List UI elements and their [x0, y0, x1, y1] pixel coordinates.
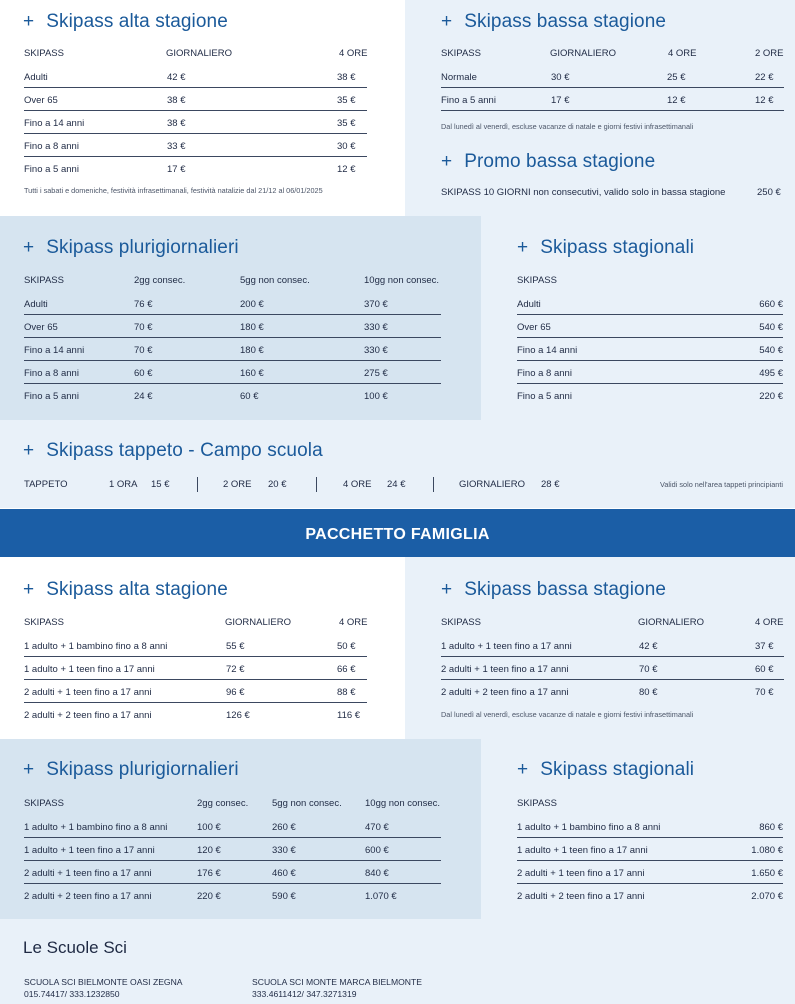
table-row: Fino a 14 anni 540 €	[517, 338, 783, 361]
famiglia-alta-title: + Skipass alta stagione	[23, 579, 228, 600]
header-cell: 10gg non consec.	[365, 798, 441, 809]
famiglia-bassa-table	[441, 613, 784, 703]
table-row: Fino a 5 anni 24 € 60 € 100 €	[24, 391, 388, 402]
table-header	[24, 271, 441, 292]
plus-icon[interactable]: +	[23, 759, 35, 780]
famiglia-alta-table	[24, 613, 367, 726]
panel-alta-stagione	[0, 0, 405, 216]
header-cell: GIORNALIERO	[225, 617, 291, 628]
tappeto-item-name: GIORNALIERO	[459, 479, 525, 490]
promo-text: SKIPASS 10 GIORNI non consecutivi, valido solo in bassa stagione	[441, 187, 726, 198]
table-row: 1 adulto + 1 bambino fino a 8 anni 55 € 50 €	[24, 634, 367, 657]
panel-scuole	[0, 919, 795, 1004]
table-header	[24, 794, 441, 815]
pluri-table	[24, 271, 441, 407]
plus-icon[interactable]: +	[441, 151, 453, 172]
header-cell: 4 ORE	[668, 48, 697, 59]
tappeto-item-price: 15 €	[151, 479, 170, 490]
plus-icon[interactable]: +	[517, 759, 529, 780]
table-row: Fino a 5 anni 17 € 12 €	[24, 164, 356, 175]
famiglia-banner-title: PACCHETTO FAMIGLIA	[305, 526, 490, 543]
table-row: 2 adulti + 2 teen fino a 17 anni 126 € 116 €	[24, 710, 361, 721]
famiglia-stagionali-title: + Skipass stagionali	[517, 759, 695, 780]
header-cell: SKIPASS	[24, 617, 64, 628]
bassa-stagione-table	[441, 44, 784, 111]
header-cell: 4 ORE	[339, 617, 368, 628]
table-header	[24, 44, 367, 65]
panel-famiglia-bassa	[405, 557, 795, 739]
scuola-phone[interactable]: 015.74417/ 333.1232850	[24, 989, 120, 999]
scuola-phone[interactable]: 333.4611412/ 347.3271319	[252, 989, 357, 999]
table-row: Adulti 76 € 200 € 370 €	[24, 292, 441, 315]
table-row: 2 adulti + 2 teen fino a 17 anni 220 € 590 € 1.070 €	[24, 891, 397, 902]
panel-plurigiornalieri	[0, 216, 481, 420]
table-row: Fino a 14 anni 38 € 35 €	[24, 111, 367, 134]
scuole-title: Le Scuole Sci	[23, 938, 127, 957]
tappeto-item-price: 28 €	[541, 479, 560, 490]
table-row: 2 adulti + 2 teen fino a 17 anni 80 € 70 €	[441, 687, 774, 698]
table-row: Over 65 540 €	[517, 315, 783, 338]
header-cell: 2gg consec.	[134, 275, 186, 286]
header-cell: GIORNALIERO	[550, 48, 616, 59]
alta-stagione-table	[24, 44, 367, 180]
header-cell: SKIPASS	[441, 617, 481, 628]
table-row: 2 adulti + 1 teen fino a 17 anni 1.650 €	[517, 861, 783, 884]
header-cell: SKIPASS	[24, 275, 64, 286]
tappeto-title: + Skipass tappeto - Campo scuola	[23, 440, 323, 461]
table-row: Fino a 5 anni 220 €	[517, 391, 783, 402]
header-cell: GIORNALIERO	[638, 617, 704, 628]
header-cell: 4 ORE	[755, 617, 784, 628]
table-header	[517, 271, 783, 292]
table-row: Fino a 8 anni 60 € 160 € 275 €	[24, 361, 441, 384]
pluri-title: + Skipass plurigiornalieri	[23, 237, 239, 258]
header-cell: SKIPASS	[441, 48, 481, 59]
table-row: Over 65 70 € 180 € 330 €	[24, 315, 441, 338]
table-row: Normale 30 € 25 € 22 €	[441, 65, 784, 88]
famiglia-bassa-title: + Skipass bassa stagione	[441, 579, 667, 600]
tappeto-item-name: 1 ORA	[109, 479, 138, 490]
table-row: Over 65 38 € 35 €	[24, 88, 367, 111]
divider	[433, 477, 434, 492]
table-row: 2 adulti + 1 teen fino a 17 anni 96 € 88 €	[24, 680, 367, 703]
scuola-name[interactable]: SCUOLA SCI BIELMONTE OASI ZEGNA	[24, 977, 183, 987]
table-row: Fino a 8 anni 495 €	[517, 361, 783, 384]
header-cell: 5gg non consec.	[272, 798, 342, 809]
divider	[197, 477, 198, 492]
panel-tappeto	[0, 420, 795, 508]
header-cell: SKIPASS	[24, 48, 64, 59]
promo-price: 250 €	[757, 187, 781, 198]
tappeto-label: TAPPETO	[24, 479, 68, 490]
tappeto-item-price: 20 €	[268, 479, 287, 490]
panel-famiglia-alta	[0, 557, 405, 739]
plus-icon[interactable]: +	[23, 579, 35, 600]
header-cell: SKIPASS	[24, 798, 64, 809]
table-row: 1 adulto + 1 teen fino a 17 anni 72 € 66 €	[24, 657, 367, 680]
header-cell: 10gg non consec.	[364, 275, 440, 286]
plus-icon[interactable]: +	[517, 237, 529, 258]
header-cell: GIORNALIERO	[166, 48, 232, 59]
promo-title: + Promo bassa stagione	[441, 151, 656, 172]
table-row: 1 adulto + 1 teen fino a 17 anni 1.080 €	[517, 838, 783, 861]
header-cell: SKIPASS	[517, 275, 557, 286]
header-cell: 5gg non consec.	[240, 275, 310, 286]
table-row: Fino a 5 anni 17 € 12 € 12 €	[441, 88, 784, 111]
bassa-stagione-title: + Skipass bassa stagione	[441, 11, 667, 32]
divider	[316, 477, 317, 492]
table-row: Fino a 8 anni 33 € 30 €	[24, 134, 367, 157]
plus-icon[interactable]: +	[23, 11, 35, 32]
plus-icon[interactable]: +	[23, 440, 35, 461]
table-header	[441, 613, 784, 634]
famiglia-pluri-title: + Skipass plurigiornalieri	[23, 759, 239, 780]
table-row: Adulti 42 € 38 €	[24, 65, 367, 88]
tappeto-item-name: 2 ORE	[223, 479, 252, 490]
panel-bassa-stagione	[405, 0, 795, 216]
table-row: 2 adulti + 2 teen fino a 17 anni 2.070 €	[517, 891, 783, 902]
famiglia-pluri-table	[24, 794, 441, 907]
tappeto-item-name: 4 ORE	[343, 479, 372, 490]
tappeto-item-price: 24 €	[387, 479, 406, 490]
table-row: 1 adulto + 1 teen fino a 17 anni 120 € 330 € 600 €	[24, 838, 441, 861]
plus-icon[interactable]: +	[441, 579, 453, 600]
stagionali-table	[517, 271, 783, 407]
table-row: 1 adulto + 1 teen fino a 17 anni 42 € 37 €	[441, 634, 784, 657]
alta-stagione-title: + Skipass alta stagione	[23, 11, 228, 32]
table-header	[517, 794, 783, 815]
alta-stagione-note: Tutti i sabati e domeniche, festività infrasettimanali, festività natalizie dal 21/12 al 06/01/2025	[24, 186, 323, 195]
stagionali-title: + Skipass stagionali	[517, 237, 695, 258]
header-cell: 2gg consec.	[197, 798, 249, 809]
header-cell: SKIPASS	[517, 798, 557, 809]
tappeto-note: Validi solo nell'area tappeti principianti	[660, 480, 783, 489]
table-row: 2 adulti + 1 teen fino a 17 anni 70 € 60 €	[441, 657, 784, 680]
table-header	[441, 44, 784, 65]
plus-icon[interactable]: +	[441, 11, 453, 32]
panel-stagionali	[481, 216, 795, 420]
header-cell: 2 ORE	[755, 48, 784, 59]
famiglia-bassa-note: Dal lunedì al venerdì, escluse vacanze di natale e giorni festivi infrasettimanali	[441, 710, 694, 719]
panel-famiglia-pluri	[0, 739, 481, 919]
panel-famiglia-stagionali	[481, 739, 795, 919]
table-row: 1 adulto + 1 bambino fino a 8 anni 100 € 260 € 470 €	[24, 815, 441, 838]
plus-icon[interactable]: +	[23, 237, 35, 258]
table-row: Adulti 660 €	[517, 292, 783, 315]
scuola-name[interactable]: SCUOLA SCI MONTE MARCA BIELMONTE	[252, 977, 422, 987]
table-row: Fino a 14 anni 70 € 180 € 330 €	[24, 338, 441, 361]
famiglia-stagionali-table	[517, 794, 783, 907]
famiglia-banner	[0, 509, 795, 557]
table-row: 2 adulti + 1 teen fino a 17 anni 176 € 460 € 840 €	[24, 861, 441, 884]
bassa-stagione-note: Dal lunedì al venerdì, escluse vacanze di natale e giorni festivi infrasettimanali	[441, 122, 694, 131]
header-cell: 4 ORE	[339, 48, 368, 59]
table-header	[24, 613, 367, 634]
table-row: 1 adulto + 1 bambino fino a 8 anni 860 €	[517, 815, 783, 838]
